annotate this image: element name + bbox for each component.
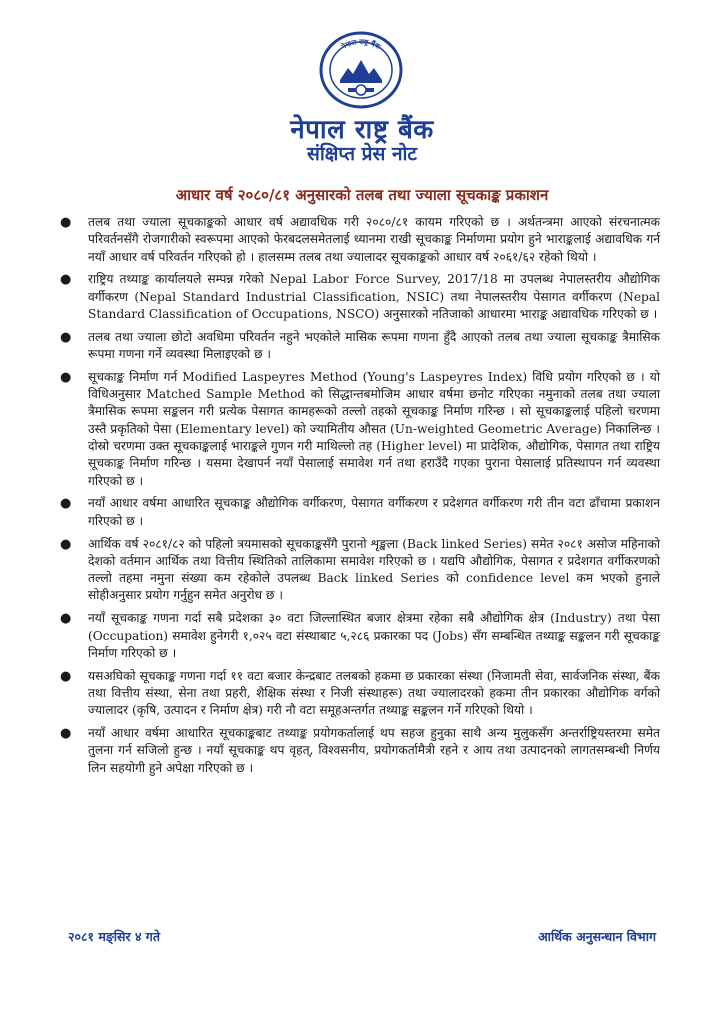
list-item-text: नयाँ आधार वर्षमा आधारित सूचकाङ्क औद्योगिक वर्गीकरण, पेसागत वर्गीकरण र प्रदेशगत वर्गीकरण गरी तीन वटा ढाँचामा प्रकाशन गरिएको छ । <box>88 496 660 528</box>
bullet-icon: ● <box>60 668 72 684</box>
footer-date: २०८१ मङ्सिर ४ गते <box>68 929 160 944</box>
list-item <box>58 214 660 266</box>
list-item <box>58 495 660 530</box>
bullet-icon: ● <box>60 215 72 230</box>
list-item-text: आर्थिक वर्ष २०८१/८२ को पहिलो त्रयमासको सूचकाङ्कसँगै पुरानो शृङ्खला (Back linked Series) समेत २०८१ असोज महिनाको देशको वर्तमान आर्थिक तथा वित्तीय स्थितिको तालिकामा समावेश गरिएको छ । यद्यपि औद्योगिक, पेसागत र प्रदेशगत वर्गीकरणको तल्लो तहमा नमुना संख्या कम रहेकोले उपलब्ध Back linked Series को confidence level कम भएको हुनाले सोहीअनुसार प्रयोग गर्नुहुन समेत अनुरोध छ । <box>88 536 660 603</box>
bullet-icon: ● <box>60 329 72 345</box>
footer-department: आर्थिक अनुसन्धान विभाग <box>538 929 656 944</box>
bullet-icon: ● <box>60 272 72 288</box>
nrb-seal-icon <box>318 30 404 110</box>
list-item <box>58 668 660 720</box>
list-item-text: नयाँ आधार वर्षमा आधारित सूचकाङ्कबाट तथ्याङ्क प्रयोगकर्तालाई थप सहज हुनुका साथै अन्य मुलुकसँग अन्तर्राष्ट्रियस्तरमा समेत तुलना गर्न सजिलो हुन्छ । नयाँ सूचकाङ्क थप वृहत्, विश्वसनीय, प्रयोगकर्तामैत्री रहने र आय तथा उत्पादनको लागतसम्बन्धी निर्णय लिन सहयोगी हुने अपेक्षा गरिएको छ । <box>88 726 660 775</box>
list-item-text: नयाँ सूचकाङ्क गणना गर्दा सबै प्रदेशका ३० वटा जिल्लास्थित बजार क्षेत्रमा रहेका सबै औद्योगिक क्षेत्र (Industry) तथा पेसा (Occupation) समावेश हुनेगरी १,०२५ वटा संस्थाबाट ५,२८६ प्रकारका पद (Jobs) सँग सम्बन्धित तथ्याङ्क सङ्कलन गरी सूचकाङ्क निर्माण गरिएको छ । <box>88 611 660 660</box>
document-subtitle: संक्षिप्त प्रेस नोट <box>307 143 417 165</box>
list-item <box>58 725 660 777</box>
page-title: आधार वर्ष २०८०/८१ अनुसारको तलब तथा ज्याला सूचकाङ्क प्रकाशन <box>175 186 549 204</box>
bullet-icon: ● <box>60 611 72 627</box>
seal-text: नेपाल राष्ट्र बैंक <box>340 37 382 52</box>
list-item <box>58 536 660 605</box>
bullet-icon: ● <box>60 536 72 552</box>
list-item <box>58 329 660 364</box>
bullet-list <box>58 214 660 782</box>
bullet-icon: ● <box>60 369 72 385</box>
list-item-text: तलब तथा ज्याला सूचकाङ्कको आधार वर्ष अद्यावधिक गरी २०८०/८१ कायम गरिएको छ । अर्थतन्त्रमा आएको संरचनात्मक परिवर्तनसँगै रोजगारीको स्वरूपमा आएको फेरबदलसमेतलाई ध्यानमा राखी सूचकाङ्क निर्माणमा प्रयोग हुने भाराङ्कलाई अद्यावधिक गर्न नयाँ आधार वर्ष परिवर्तन गरिएको हो । हालसम्म तलब तथा ज्यालादर सूचकाङ्कको आधार वर्ष २०६१/६२ रहेको थियो । <box>88 215 660 264</box>
list-item-text: तलब तथा ज्याला छोटो अवधिमा परिवर्तन नहुने भएकोले मासिक रूपमा गणना हुँदै आएको तलब तथा ज्याला सूचकाङ्क त्रैमासिक रूपमा गणना गर्ने व्यवस्था मिलाइएको छ । <box>88 329 660 362</box>
list-item-text: सूचकाङ्क निर्माण गर्न Modified Laspeyres Method (Young's Laspeyres Index) विधि प्रयोग गरिएको छ । यो विधिअनुसार Matched Sample Method को सिद्धान्तबमोजिम आधार वर्षमा छनोट गरिएका नमुनाको तलब तथा ज्याला त्रैमासिक रूपमा सङ्कलन गरी प्रत्येक पेसागत कामहरूको तल्लो तहको सूचकाङ्क निर्माण गरिन्छ । सो सूचकाङ्कलाई पहिलो चरणमा उस्तै प्रकृतिको पेसा (Elementary level) को ज्यामितीय औसत (Un-weighted Geometric Average) निकालिन्छ । दोस्रो चरणमा उक्त सूचकाङ्कलाई भाराङ्कले गुणन गरी माथिल्लो तह (Higher level) मा प्रादेशिक, औद्योगिक, पेसागत तथा राष्ट्रिय सूचकाङ्क निर्माण गरिन्छ । यसमा देखापर्न नयाँ पेसालाई समावेश गर्न तथा हराउँदै गएका पुराना पेसालाई प्रतिस्थापन गर्न व्यवस्था गरिएको छ । <box>88 369 660 488</box>
list-item-text: राष्ट्रिय तथ्याङ्क कार्यालयले सम्पन्न गरेको Nepal Labor Force Survey, 2017/18 मा उपलब्ध नेपालस्तरीय औद्योगिक वर्गीकरण (Nepal Standard Industrial Classification, NSIC) तथा नेपालस्तरीय पेसागत वर्गीकरण (Nepal Standard Classification of Occupations, NSCO) अनुसारको नतिजाको आधारमा भाराङ्क अद्यावधिक गरिएको छ । <box>88 272 660 321</box>
list-item <box>58 369 660 490</box>
list-item <box>58 271 660 323</box>
list-item <box>58 610 660 662</box>
bank-name: नेपाल राष्ट्र बैंक <box>290 115 434 145</box>
list-item-text: यसअघिको सूचकाङ्क गणना गर्दा ११ वटा बजार केन्द्रबाट तलबको हकमा छ प्रकारका संस्था (निजामती सेवा, सार्वजनिक संस्था, बैंक तथा वित्तीय संस्था, सेना तथा प्रहरी, शैक्षिक संस्था र निजी संस्थाहरू) तथा ज्यालादरको हकमा तीन प्रकारका औद्योगिक वर्गको ज्यालादर (कृषि, उत्पादन र निर्माण क्षेत्र) गरी नौ वटा समूहअन्तर्गत तथ्याङ्क सङ्कलन गर्ने गरिएको थियो । <box>88 668 660 718</box>
bullet-icon: ● <box>60 496 72 512</box>
bullet-icon: ● <box>60 726 72 742</box>
